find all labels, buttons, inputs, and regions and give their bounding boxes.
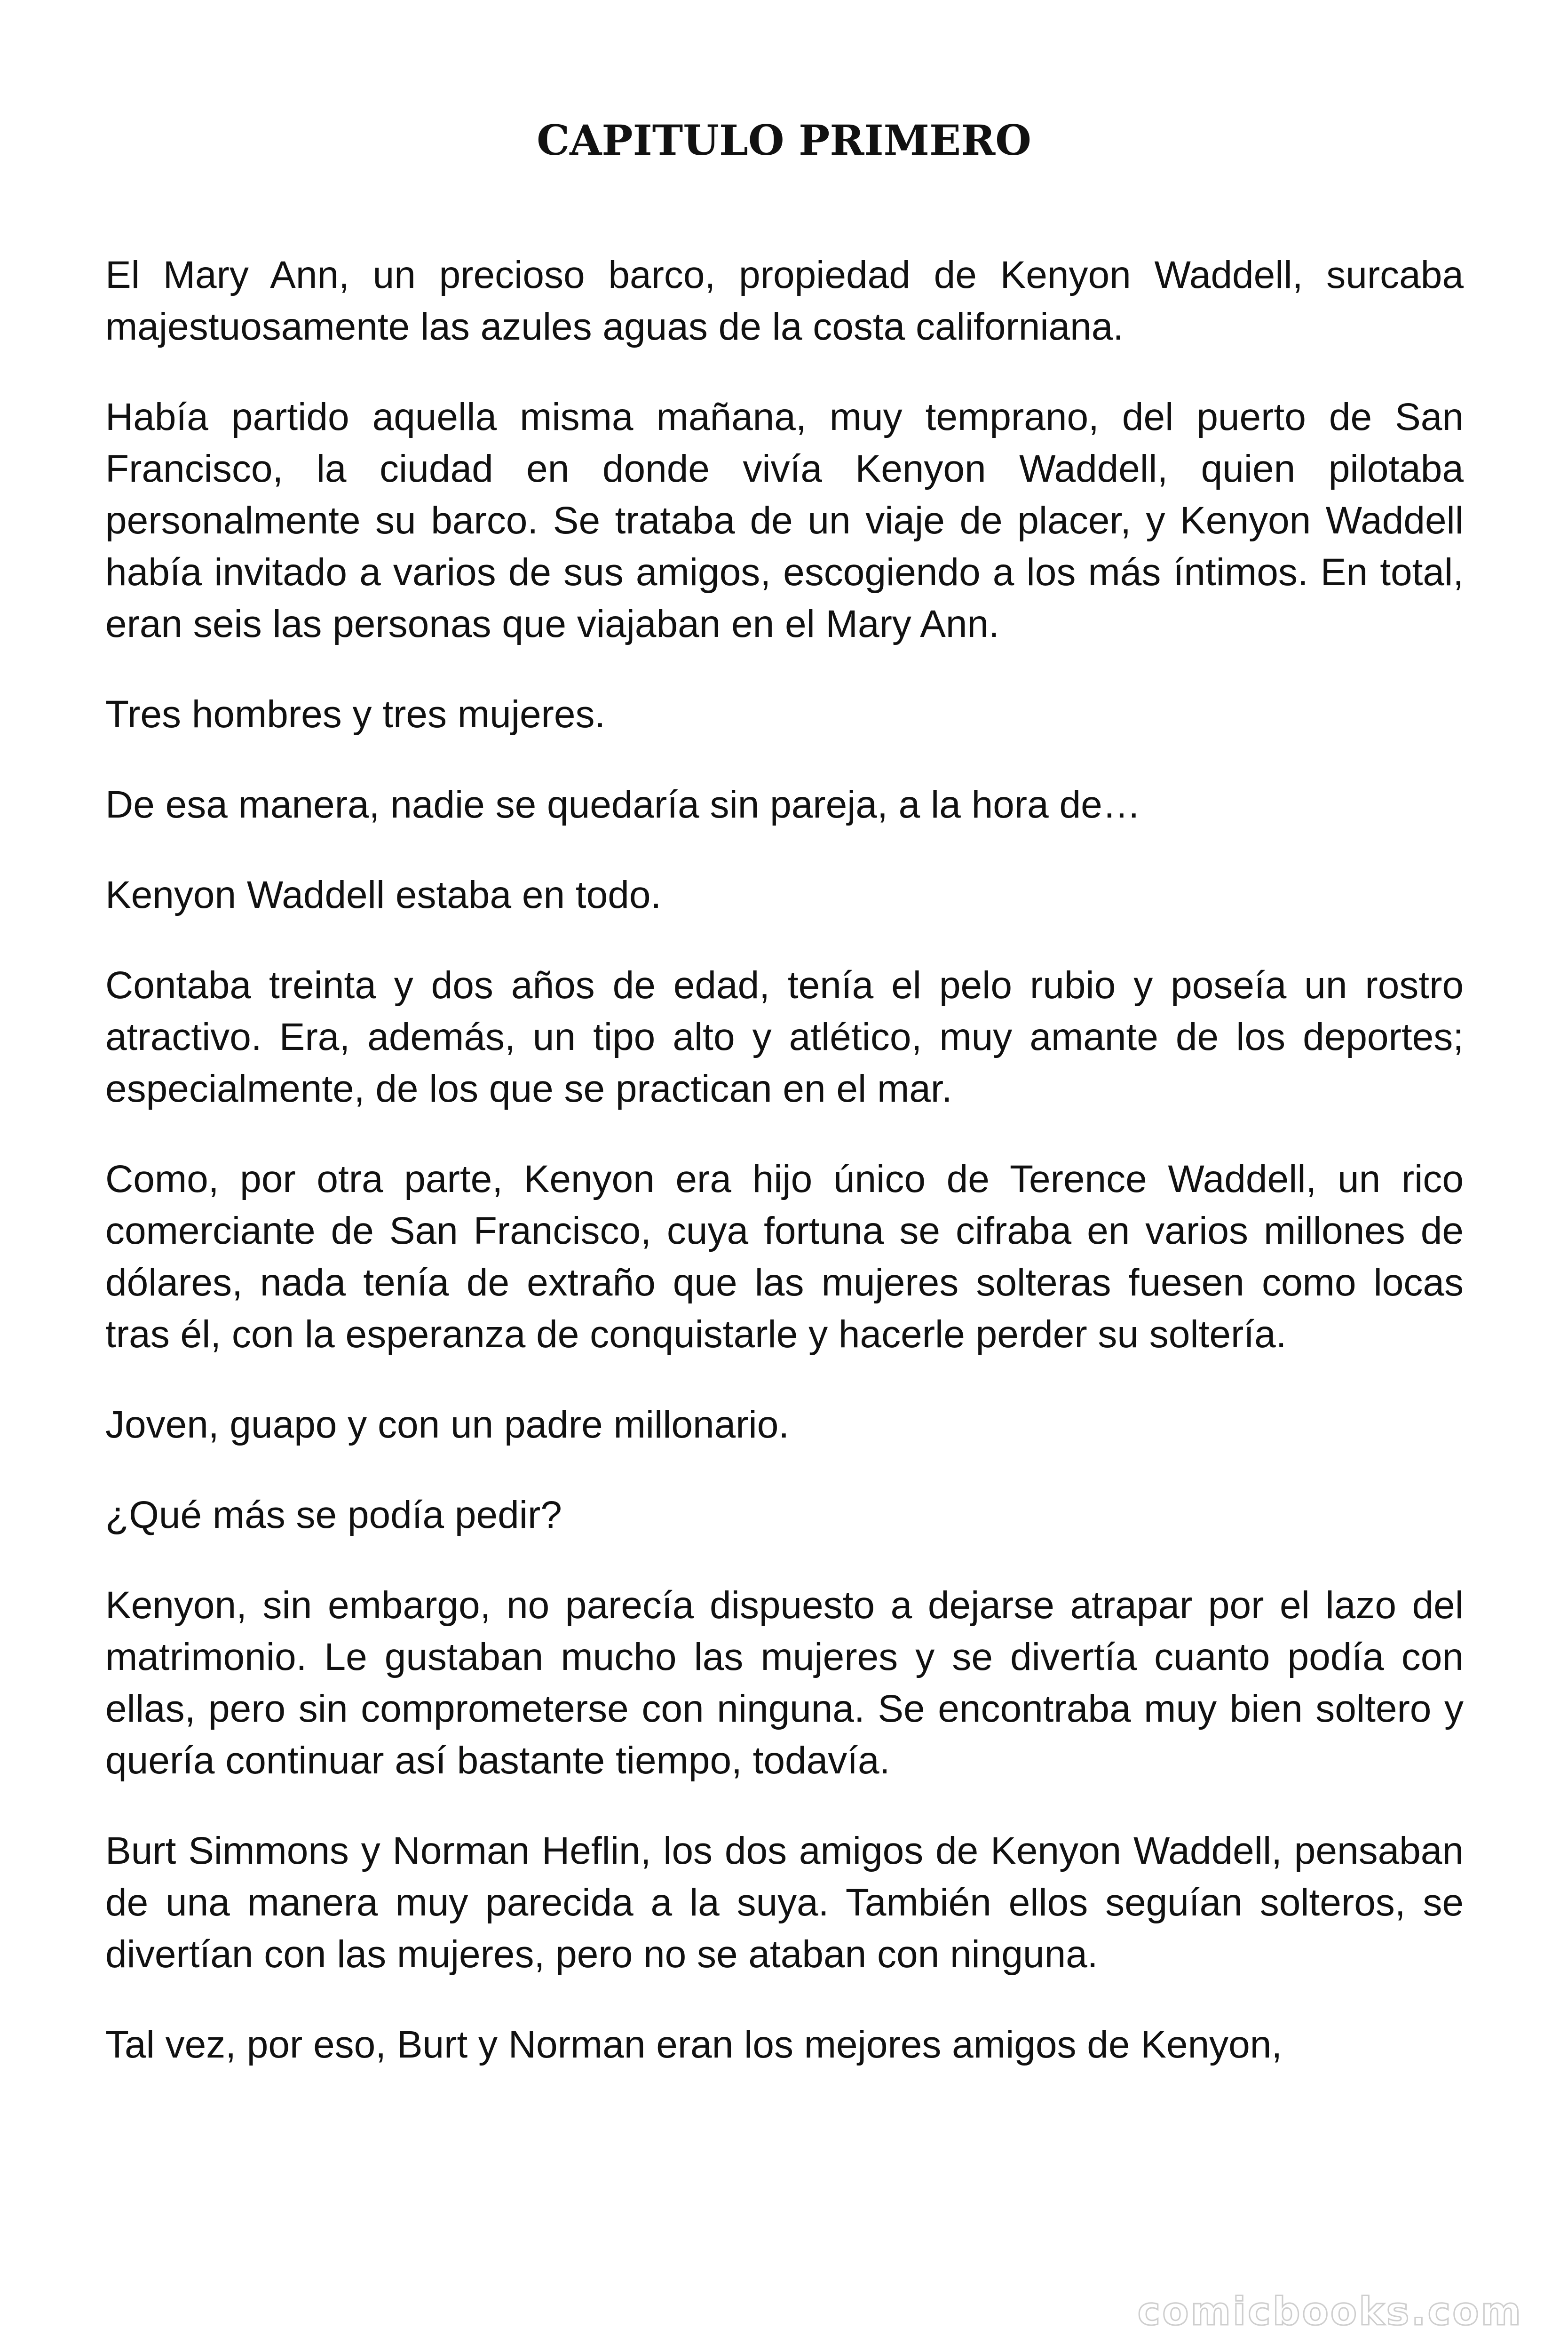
paragraph: Kenyon Waddell estaba en todo. — [105, 874, 662, 916]
paragraph: De esa manera, nadie se quedaría sin pareja, a la hora de… — [105, 783, 1141, 826]
paragraph: Había partido aquella misma mañana, muy temprano, del puerto de San Francisco, la ciudad en donde vivía Kenyon Waddell, quien pilotaba personalmente su barco. Se trataba de un viaje de placer, y Kenyon Waddell había invitado a varios de sus amigos, escogiendo a los más íntimos. En total, eran seis las personas que viajaban en el Mary Ann. — [105, 396, 1464, 645]
paragraph: Joven, guapo y con un padre millonario. — [105, 1403, 790, 1446]
paragraph: Contaba treinta y dos años de edad, tenía el pelo rubio y poseía un rostro atractivo. Era, además, un tipo alto y atlético, muy amante de los deportes; especialmente, de los que se practican en el mar. — [105, 964, 1464, 1110]
paragraph: Tal vez, por eso, Burt y Norman eran los mejores amigos de Kenyon, — [105, 2023, 1283, 2066]
watermark: comicbooks.com — [1137, 2289, 1523, 2334]
paragraph: El Mary Ann, un precioso barco, propiedad de Kenyon Waddell, surcaba majestuosamente las azules aguas de la costa californiana. — [105, 254, 1464, 348]
paragraph: ¿Qué más se podía pedir? — [105, 1494, 562, 1536]
paragraph: Como, por otra parte, Kenyon era hijo único de Terence Waddell, un rico comerciante de San Francisco, cuya fortuna se cifraba en varios millones de dólares, nada tenía de extraño que las mujeres solteras fuesen como locas tras él, con la esperanza de conquistarle y hacerle perder su soltería. — [105, 1158, 1464, 1356]
chapter-title: CAPITULO PRIMERO — [537, 116, 1031, 165]
paragraph: Kenyon, sin embargo, no parecía dispuesto a dejarse atrapar por el lazo del matrimonio. Le gustaban mucho las mujeres y se divertía cuanto podía con ellas, pero sin comprometerse con ninguna. Se encontraba muy bien soltero y quería continuar así bastante tiempo, todavía. — [105, 1584, 1464, 1782]
paragraph: Burt Simmons y Norman Heflin, los dos amigos de Kenyon Waddell, pensaban de una manera muy parecida a la suya. También ellos seguían solteros, se divertían con las mujeres, pero no se ataban con ninguna. — [105, 1829, 1464, 1976]
paragraph: Tres hombres y tres mujeres. — [105, 693, 606, 736]
body-text — [105, 249, 1464, 2109]
